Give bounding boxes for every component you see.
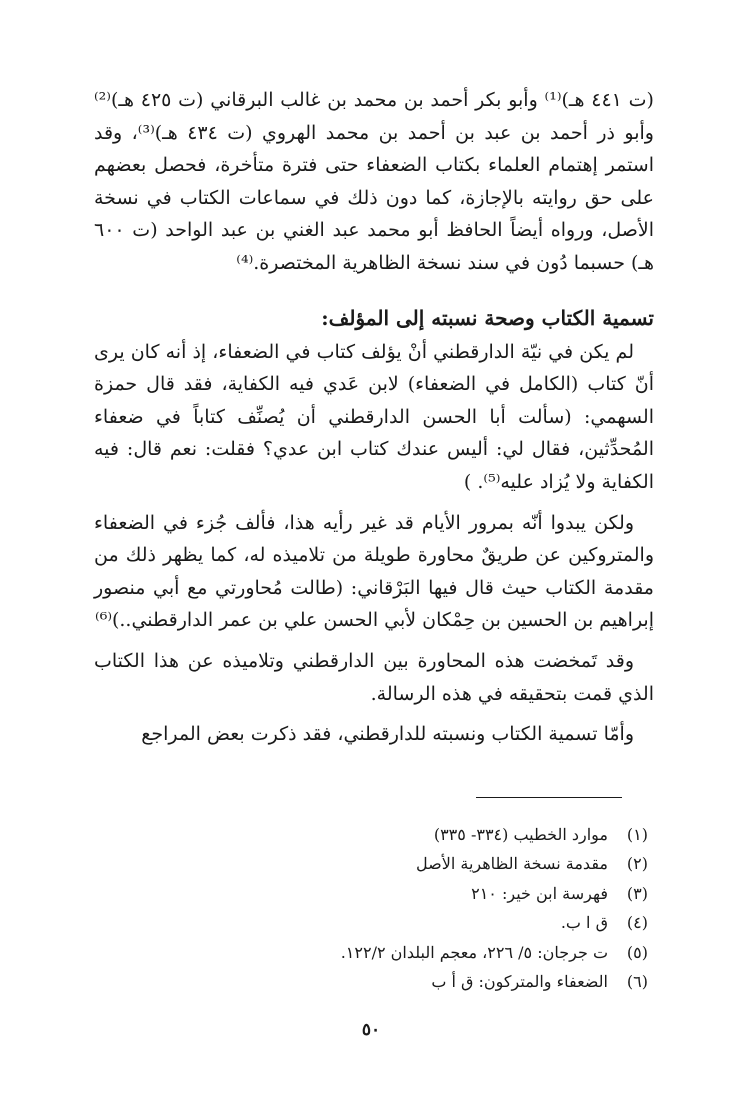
footnote-item — [128, 908, 648, 937]
footnote-item — [128, 849, 648, 878]
footnote-text: الضعفاء والمتركون: ق أ ب — [431, 972, 608, 992]
footnotes — [128, 820, 648, 996]
footnote-number: (٥) — [626, 942, 648, 962]
footnote-item — [128, 967, 648, 996]
paragraph-intro: (ت ٤٤١ هـ)⁽¹⁾ وأبو بكر أحمد بن محمد بن غالب البرقاني (ت ٤٢٥ هـ)⁽²⁾ وأبو ذر أحمد بن عبد بن أحمد بن محمد الهروي (ت ٤٣٤ هـ)⁽³⁾، وقد استمر إهتمام العلماء بكتاب الضعفاء حتى فترة متأخرة، فحصل بعضهم على حق روايته بالإجازة، كما دون ذلك في سماعات الكتاب في نسخة الأصل، ورواه أيضاً الحافظ أبو محمد عبد الغني بن عبد الواحد (ت ٦٠٠ هـ) حسبما دُون في سند نسخة الظاهرية المختصرة.⁽⁴⁾ — [94, 89, 654, 274]
footnote-text: ت جرجان: ٥/ ٢٢٦، معجم البلدان ١٢٢/٢. — [340, 942, 608, 962]
paragraph-change-opinion: ولكن يبدوا أنّه بمرور الأيام قد غير رأيه هذا، فألف جُزء في الضعفاء والمتروكين عن طريقٌ محاورة طويلة من تلاميذه له، كما يظهر ذلك من مقدمة الكتاب حيث قال فيها البَرْقاني: (طالت مُحاورتي مع أبي منصور إبراهيم بن الحسين بن حِمْكان لأبي الحسن علي بن عمر الدارقطني..)⁽⁶⁾ — [94, 511, 654, 632]
footnote-number: (٦) — [626, 972, 648, 992]
footnote-item — [128, 938, 648, 967]
paragraph-attribution: وأمّا تسمية الكتاب ونسبته للدارقطني، فقد ذكرت بعض المراجع — [141, 723, 634, 746]
footnote-number: (٢) — [626, 854, 648, 874]
footnote-text: مقدمة نسخة الظاهرية الأصل — [416, 854, 608, 874]
footnote-separator — [476, 797, 622, 798]
footnote-number: (٣) — [626, 883, 648, 903]
paragraph-naming: لم يكن في نيّة الدارقطني أنْ يؤلف كتاب في الضعفاء، إذ أنه كان يرى أنّ كتاب (الكامل في الضعفاء) لابن عَدي فيه الكفاية، فقد قال حمزة السهمي: (سألت أبا الحسن الدارقطني أن يُصنِّف كتاباً في ضعفاء المُحدِّثين، فقال لي: أليس عندك كتاب ابن عدي؟ فقلت: نعم قال: فيه الكفاية ولا يُزاد عليه⁽⁵⁾. ) — [94, 340, 654, 493]
footnote-number: (٤) — [626, 913, 648, 933]
footnote-text: موارد الخطيب (٣٣٤- ٣٣٥) — [433, 825, 608, 844]
footnote-text: ق ا ب. — [560, 913, 608, 933]
section-heading: تسمية الكتاب وصحة نسبته إلى المؤلف: — [321, 305, 654, 330]
footnote-item — [128, 879, 648, 908]
footnote-number: (١) — [626, 825, 648, 844]
footnote-text: فهرسة ابن خير: ٢١٠ — [471, 883, 608, 903]
paragraph-dialogue-result: وقد تَمخضت هذه المحاورة بين الدارقطني وتلاميذه عن هذا الكتاب الذي قمت بتحقيقه في هذه الرسالة. — [94, 649, 654, 705]
footnote-item — [128, 820, 648, 849]
page-body — [94, 84, 654, 751]
page-number: ٥٠ — [361, 1020, 381, 1040]
